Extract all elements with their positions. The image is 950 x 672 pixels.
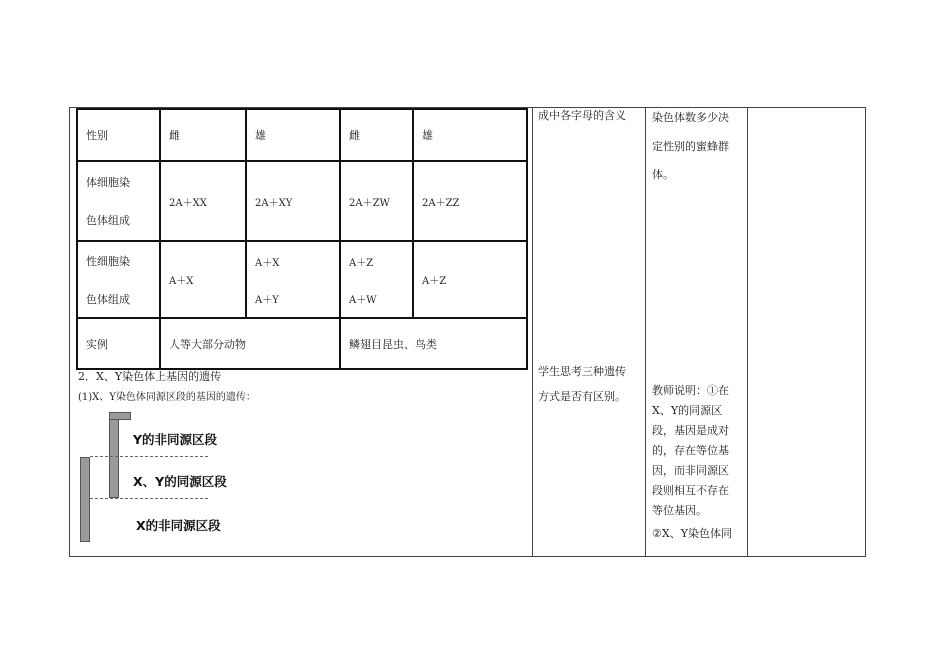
col3-top-text: 成中各字母的含义 <box>538 109 626 122</box>
header-cell: 雌 <box>160 109 246 161</box>
section-subheading: (1)X、Y染色体同源区段的基因的遗传： <box>78 392 256 403</box>
row-label-line: 色体组成 <box>86 292 130 306</box>
xy-chromosome-figure <box>76 412 266 547</box>
col4-note-line: X、Y的同源区 <box>652 404 723 417</box>
col4-note-line: 等位基因。 <box>652 504 707 517</box>
table-header-row <box>77 109 527 161</box>
y-chromosome-bar <box>109 412 119 498</box>
header-cell: 雌 <box>340 109 413 161</box>
table-row <box>77 318 527 369</box>
col4-note-line: 教师说明：①在 <box>652 384 729 397</box>
sex-determination-table <box>76 108 528 370</box>
table-cell <box>413 241 527 318</box>
table-cell <box>340 241 413 318</box>
cell-text: A＋W <box>349 294 377 306</box>
cell-text: 2A＋ZW <box>349 197 390 209</box>
column-divider <box>645 107 646 557</box>
column-divider <box>532 107 533 557</box>
cell-text: A＋X <box>169 276 194 287</box>
col4-text-line: 体。 <box>652 168 674 181</box>
table-cell <box>246 161 340 241</box>
y-chromosome-top <box>109 412 131 420</box>
table-cell <box>160 161 246 241</box>
table-cell: 鳞翅目昆虫、鸟类 <box>340 318 527 369</box>
col4-text-line: 染色体数多少决 <box>652 111 729 124</box>
col4-note-line: 因，而非同源区 <box>652 464 729 477</box>
col4-note-line: 的，存在等位基 <box>652 444 729 457</box>
section-heading: 2．X、Y染色体上基因的遗传 <box>78 370 222 383</box>
col3-text-line: 方式是否有区别。 <box>538 390 626 403</box>
col4-text-line: 定性别的蜜蜂群 <box>652 140 729 153</box>
cell-text: A＋Y <box>255 294 279 306</box>
cell-text: 2A＋ZZ <box>422 197 460 209</box>
col4-note-line: 段则相互不存在 <box>652 484 729 497</box>
header-cell: 雄 <box>246 109 340 161</box>
table-row <box>77 161 527 241</box>
cell-text: 2A＋XX <box>169 197 207 209</box>
row-label-line: 体细胞染 <box>86 176 130 189</box>
row-label <box>77 241 160 318</box>
table-cell <box>413 161 527 241</box>
table-row <box>77 241 527 318</box>
header-cell: 性别 <box>77 109 160 161</box>
table-cell <box>340 161 413 241</box>
row-label-line: 性细胞染 <box>86 254 130 268</box>
row-label-line: 色体组成 <box>86 214 130 227</box>
boundary-dash-line <box>90 498 208 499</box>
cell-text: A＋Z <box>349 257 374 269</box>
table-cell: 人等大部分动物 <box>160 318 340 369</box>
row-label: 实例 <box>77 318 160 369</box>
col4-note-line: ②X、Y染色体同 <box>652 527 732 540</box>
label-y-nonhomologous: Y的非同源区段 <box>133 432 218 447</box>
cell-text: A＋Z <box>422 276 447 287</box>
table-cell <box>160 241 246 318</box>
cell-text: 2A＋XY <box>255 197 293 209</box>
x-chromosome-bar <box>80 457 90 542</box>
boundary-dash-line <box>90 456 208 457</box>
label-x-nonhomologous: X的非同源区段 <box>136 518 221 533</box>
table-cell <box>246 241 340 318</box>
column-divider <box>747 107 748 557</box>
cell-text: A＋X <box>255 257 280 269</box>
label-xy-homologous: X、Y的同源区段 <box>133 474 227 489</box>
row-label <box>77 161 160 241</box>
header-cell: 雄 <box>413 109 527 161</box>
col4-note-line: 段，基因是成对 <box>652 424 729 437</box>
col3-text-line: 学生思考三种遗传 <box>538 365 626 378</box>
